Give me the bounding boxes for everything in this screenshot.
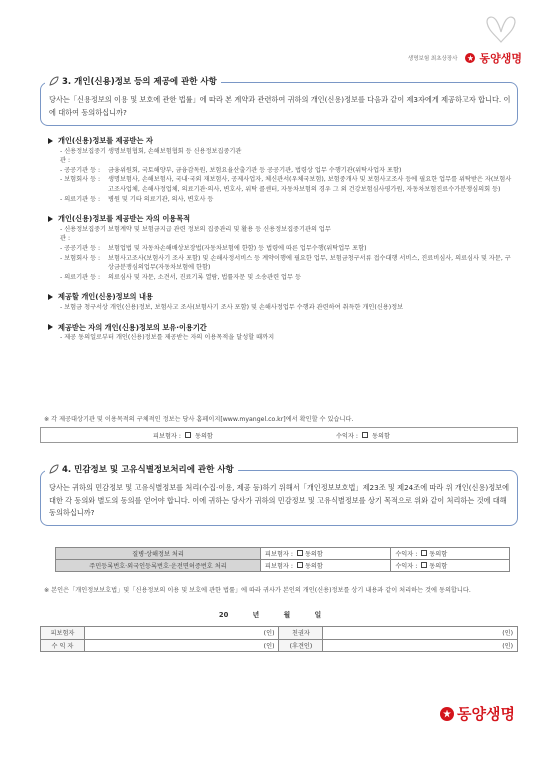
star-logo-icon xyxy=(465,53,475,63)
guardian-signature-field[interactable]: (인) xyxy=(323,639,518,652)
guardian-label: (후견인) xyxy=(279,639,323,652)
declaration: ※ 본인은「개인정보보호법」및「신용정보의 이용 및 보호에 관한 법률」에 따라 귀사가 본인의 개인(신용)정보를 상기 내용과 같이 처리하는 것에 동의합니다. xyxy=(44,587,471,594)
list-item: - 신용정보집중기관 : 보험계약 및 보험금지급 관련 정보의 집중관리 및 활용 등 신용정보집중기관의 업무 xyxy=(60,225,331,243)
insured-sensitive-checkbox[interactable] xyxy=(297,550,303,556)
table-row xyxy=(41,639,518,652)
list-item: - 공공기관 등 : 금융위원회, 국토해양부, 금융감독원, 보험요율산출기관 등 공공기관, 법령상 업무 수행기관(위탁사업자 포함) xyxy=(60,166,402,174)
table-row xyxy=(56,560,510,572)
table-row xyxy=(41,627,518,640)
header-brand: 동양생명 xyxy=(479,52,522,65)
header-slogan: 생명보험 최초상장사 xyxy=(407,56,458,62)
items-heading: 제공할 개인(신용)정보의 내용 xyxy=(48,292,513,302)
triangle-bullet-icon xyxy=(48,138,53,144)
beneficiary-signature-field[interactable]: (인) xyxy=(84,639,279,652)
star-logo-icon xyxy=(440,707,454,721)
insured-agree-checkbox[interactable] xyxy=(185,432,191,438)
insured-id-checkbox[interactable] xyxy=(297,562,303,568)
beneficiary-label: 수 익 자 xyxy=(41,639,85,652)
beneficiary-agree-checkbox[interactable] xyxy=(362,432,368,438)
section3-agree-box xyxy=(40,427,518,443)
butterfly-angel-icon xyxy=(484,12,518,46)
section3-title: 3. 개인(신용)정보 등의 제공에 관한 사항 xyxy=(45,75,221,87)
insured-label: 피보험자 xyxy=(41,627,85,640)
beneficiary-id-checkbox[interactable] xyxy=(421,562,427,568)
insured-signature-field[interactable]: (인) xyxy=(84,627,279,640)
leaf-icon xyxy=(49,464,59,474)
leaf-icon xyxy=(49,76,59,86)
retention-text: - 제공 동의일로부터 개인(신용)정보를 제공받는 자의 이용목적을 달성할 때까지 xyxy=(60,334,275,342)
insured-consent: 피보험자 : 동의함 xyxy=(261,548,391,560)
date-day: 일 xyxy=(314,611,322,619)
list-item: - 신용정보집중기관 : 생명보험협회, 손해보험협회 등 신용정보집중기관 xyxy=(60,147,242,165)
insured-agree: 피보험자 : 동의함 xyxy=(153,432,213,440)
footer-logo xyxy=(440,703,515,724)
list-item: - 의료기관 등 : 병원 및 기타 의료기관, 의사, 변호사 등 xyxy=(60,195,214,203)
section3-intro-box xyxy=(40,82,518,126)
date-year: 20 년 xyxy=(218,611,260,619)
section4-text: 당사는 귀하의 민감정보 및 고유식별정보를 처리(수집·이용, 제공 등)하기 위해서「개인정보보호법」제23조 및 제24조에 따라 위 개인(신용)정보에 대한 각 동의와 별도의 동의를 얻어야 합니다. 이에 귀하는 당사가 귀하의 민감정보 및 고유식별정보를 상기 목적으로 위와 같이 처리하는 것에 대해 동의하십니까? xyxy=(49,483,510,517)
insured-consent: 피보험자 : 동의함 xyxy=(261,560,391,572)
date-month: 월 xyxy=(283,611,291,619)
date-line xyxy=(0,609,540,619)
triangle-bullet-icon xyxy=(48,294,53,300)
header xyxy=(408,50,522,66)
consent-category: 질병·상해정보 처리 xyxy=(56,548,261,560)
relative-signature-field[interactable]: (인) xyxy=(323,627,518,640)
section4-title: 4. 민감정보 및 고유식별정보처리에 관한 사항 xyxy=(45,463,238,475)
consent-category: 주민등록번호·외국인등록번호·운전면허증번호 처리 xyxy=(56,560,261,572)
homepage-note: ※ 각 제공대상기관 및 이용목적의 구체적인 정보는 당사 홈페이지[www.myangel.co.kr]에서 확인할 수 있습니다. xyxy=(44,416,354,423)
section4-box xyxy=(40,470,518,526)
signature-table xyxy=(40,626,518,652)
footer-brand: 동양생명 xyxy=(457,705,515,723)
list-item: - 공공기관 등 : 보험업법 및 자동차손해배상보장법(자동차보험에 한함) 등 법령에 따른 업무수행(위탁업무 포함) xyxy=(60,244,367,252)
section3-intro: 당사는「신용정보의 이용 및 보호에 관한 법률」에 따라 본 계약과 관련하여 귀하의 개인(신용)정보를 다음과 같이 제3자에게 제공하고자 합니다. 이에 대하여 동의하십니까? xyxy=(49,95,511,117)
beneficiary-consent: 수익자 : 동의함 xyxy=(391,548,510,560)
triangle-bullet-icon xyxy=(48,324,53,330)
list-item: - 보험회사 등 : 생명보험사, 손해보험사, 국내·국외 재보험사, 공제사업자, 체신관서(우체국보험), 보험중개사 및 보험사고조사 등에 필요한 업무를 위탁받은 자(보험사고조사업체, 손해사정업체, 의료기관·의사, 변호사, 위탁 콜센터, 자동차보험의 경우 그 외 건강보험심사평가원, 자동차보험진료수가분쟁심의회 등) xyxy=(60,176,512,193)
table-row xyxy=(56,548,510,560)
list-item: - 의료기관 등 : 의료심사 및 자문, 소견서, 진료기록 열람, 법률자문 및 소송관련 업무 등 xyxy=(60,273,301,281)
section3-content xyxy=(48,130,513,343)
beneficiary-consent: 수익자 : 동의함 xyxy=(391,560,510,572)
items-text: - 보험금 청구서상 개인(신용)정보, 보험사고 조사(보험사기 조사 포함) 및 손해사정업무 수행과 관련하여 취득한 개인(신용)정보 xyxy=(60,303,404,311)
recipients-heading: 개인(신용)정보를 제공받는 자 xyxy=(48,136,513,146)
relative-label: 친권자 xyxy=(279,627,323,640)
sensitive-consent-table xyxy=(55,547,510,572)
purpose-heading: 개인(신용)정보를 제공받는 자의 이용목적 xyxy=(48,214,513,224)
retention-heading: 제공받는 자의 개인(신용)정보의 보유·이용기간 xyxy=(48,323,513,333)
triangle-bullet-icon xyxy=(48,216,53,222)
beneficiary-sensitive-checkbox[interactable] xyxy=(421,550,427,556)
list-item: - 보험회사 등 : 보험사고조사(보험사기 조사 포함) 및 손해사정서비스 등 계약이행에 필요한 업무, 보험금청구서류 접수대행 서비스, 진료비심사, 의료심사 및 자문, 구상금분쟁심의업무(자동차보험에 한함) xyxy=(60,254,511,272)
beneficiary-agree: 수익자 : 동의함 xyxy=(336,432,390,440)
